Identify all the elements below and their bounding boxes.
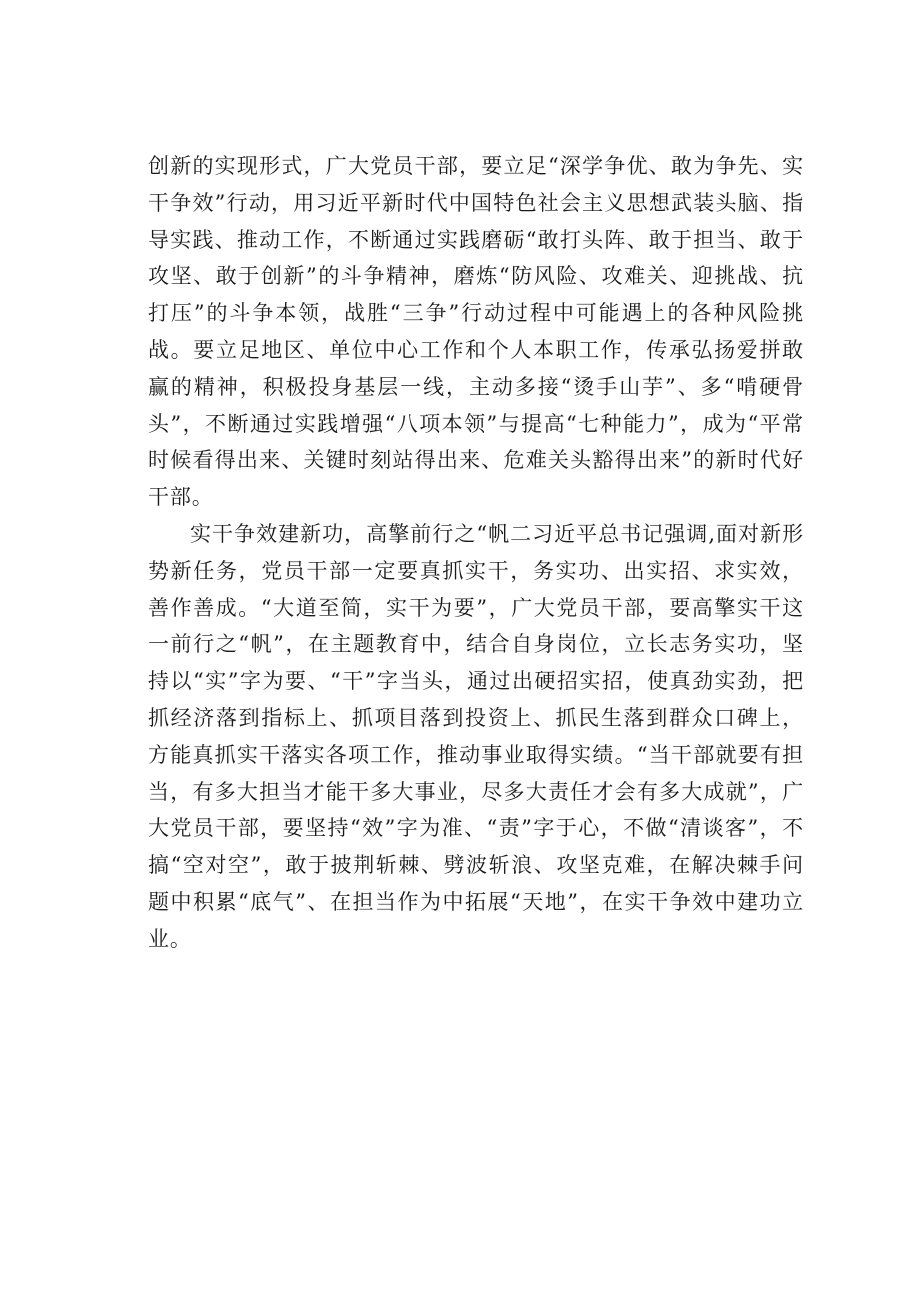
- document-body: [148, 148, 804, 958]
- paragraph-2: 实干争效建新功，高擎前行之“帆二习近平总书记强调,面对新形势新任务，党员干部一定要真抓实干，务实功、出实招、求实效，善作善成。“大道至简，实干为要”，广大党员干部，要高擎实干这一前行之“帆”，在主题教育中，结合自身岗位，立长志务实功，坚持以“实”字为要、“干”字当头，通过出硬招实招，使真劲实劲，把抓经济落到指标上、抓项目落到投资上、抓民生落到群众口碑上，方能真抓实干落实各项工作，推动事业取得实绩。“当干部就要有担当，有多大担当才能干多大事业，尽多大责任才会有多大成就”，广大党员干部，要坚持“效”字为准、“责”字于心，不做“清谈客”，不搞“空对空”，敢于披荆斩棘、劈波斩浪、攻坚克难，在解决棘手问题中积累“底气”、在担当作为中拓展“天地”，在实干争效中建功立业。: [148, 521, 804, 951]
- paragraph-1: 创新的实现形式，广大党员干部，要立足“深学争优、敢为争先、实干争效”行动，用习近平新时代中国特色社会主义思想武装头脑、指导实践、推动工作，不断通过实践磨砺“敢打头阵、敢于担当、敢于攻坚、敢于创新”的斗争精神，磨炼“防风险、攻难关、迎挑战、抗打压”的斗争本领，战胜“三争”行动过程中可能遇上的各种风险挑战。要立足地区、单位中心工作和个人本职工作，传承弘扬爱拼敢赢的精神，积极投身基层一线，主动多接“烫手山芋”、多“啃硬骨头”，不断通过实践增强“八项本领”与提高“七种能力”，成为“平常时候看得出来、关键时刻站得出来、危难关头豁得出来”的新时代好干部。: [148, 154, 804, 510]
